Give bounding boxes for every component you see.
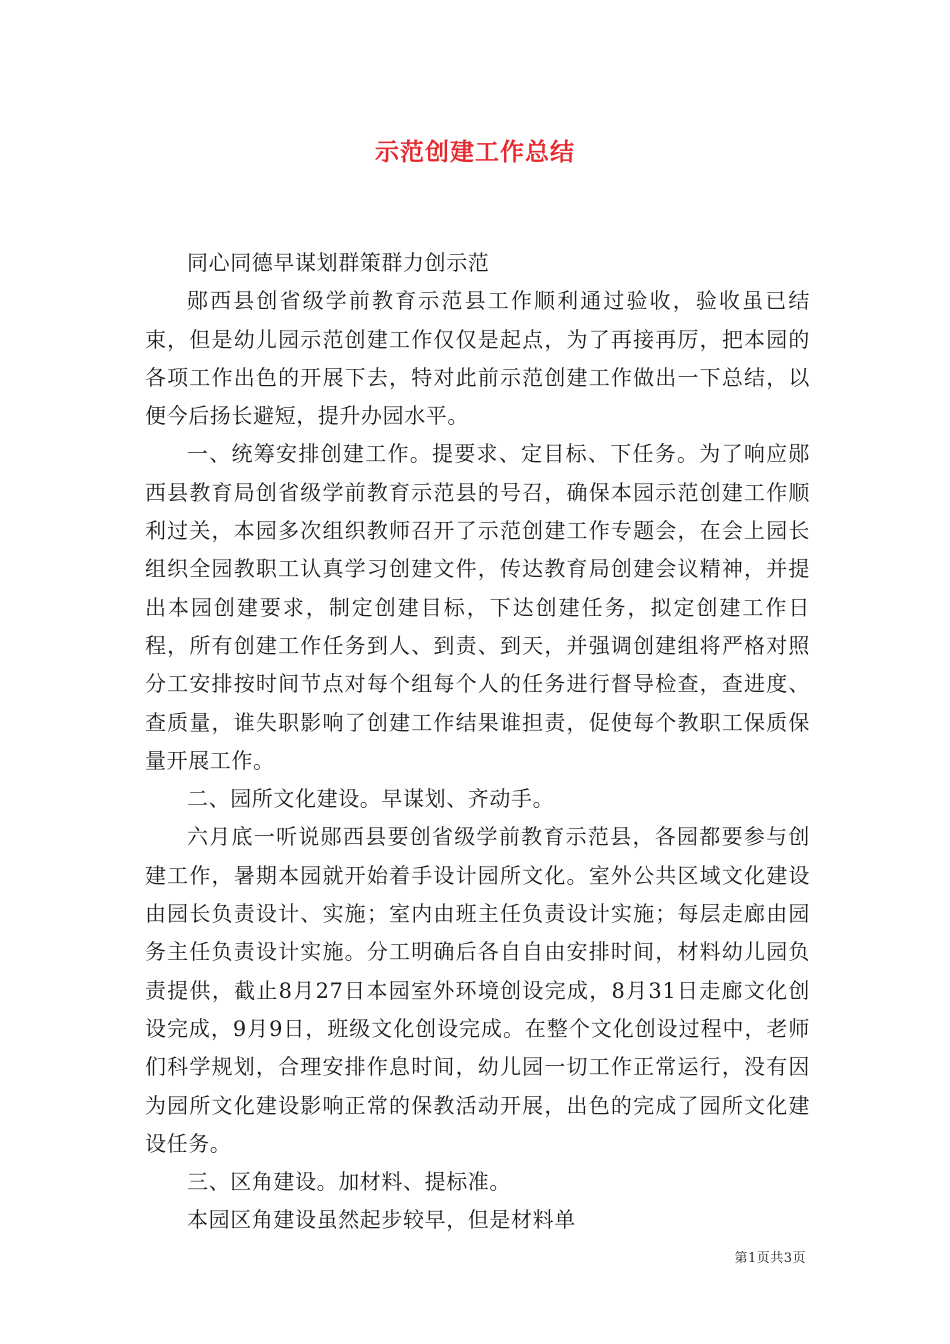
- page-number: 第1页共3页: [734, 1251, 806, 1266]
- section-1-paragraph: 一、统筹安排创建工作。提要求、定目标、下任务。为了响应郧西县教育局创省级学前教育示范县的号召，确保本园示范创建工作顺利过关，本园多次组织教师召开了示范创建工作专题会，在会上园长组织全园教职工认真学习创建文件，传达教育局创建会议精神，并提出本园创建要求，制定创建目标，下达创建任务，拟定创建工作日程，所有创建工作任务到人、到责、到天，并强调创建组将严格对照分工安排按时间节点对每个组每个人的任务进行督导检查，查进度、查质量，谁失职影响了创建工作结果谁担责，促使每个教职工保质保量开展工作。: [145, 442, 810, 773]
- intro-paragraph: 郧西县创省级学前教育示范县工作顺利通过验收，验收虽已结束，但是幼儿园示范创建工作仅仅是起点，为了再接再厉，把本园的各项工作出色的开展下去，特对此前示范创建工作做出一下总结，以便今后扬长避短，提升办园水平。: [145, 289, 810, 429]
- section-3-heading: 三、区角建设。加材料、提标准。: [187, 1170, 511, 1195]
- document-body: [145, 244, 810, 1240]
- section-3-paragraph: 本园区角建设虽然起步较早，但是材料单: [187, 1208, 576, 1233]
- section-2-heading: 二、园所文化建设。早谋划、齐动手。: [187, 787, 555, 812]
- section-2-paragraph: 六月底一听说郧西县要创省级学前教育示范县，各园都要参与创建工作，暑期本园就开始着手设计园所文化。室外公共区域文化建设由园长负责设计、实施；室内由班主任负责设计实施；每层走廊由园务主任负责设计实施。分工明确后各自自由安排时间，材料幼儿园负责提供，截止8月27日本园室外环境创设完成，8月31日走廊文化创设完成，9月9日，班级文化创设完成。在整个文化创设过程中，老师们科学规划，合理安排作息时间，幼儿园一切工作正常运行，没有因为园所文化建设影响正常的保教活动开展，出色的完成了园所文化建设任务。: [145, 825, 810, 1156]
- subtitle-paragraph: 同心同德早谋划群策群力创示范: [187, 251, 490, 275]
- document-title: 示范创建工作总结: [375, 137, 575, 166]
